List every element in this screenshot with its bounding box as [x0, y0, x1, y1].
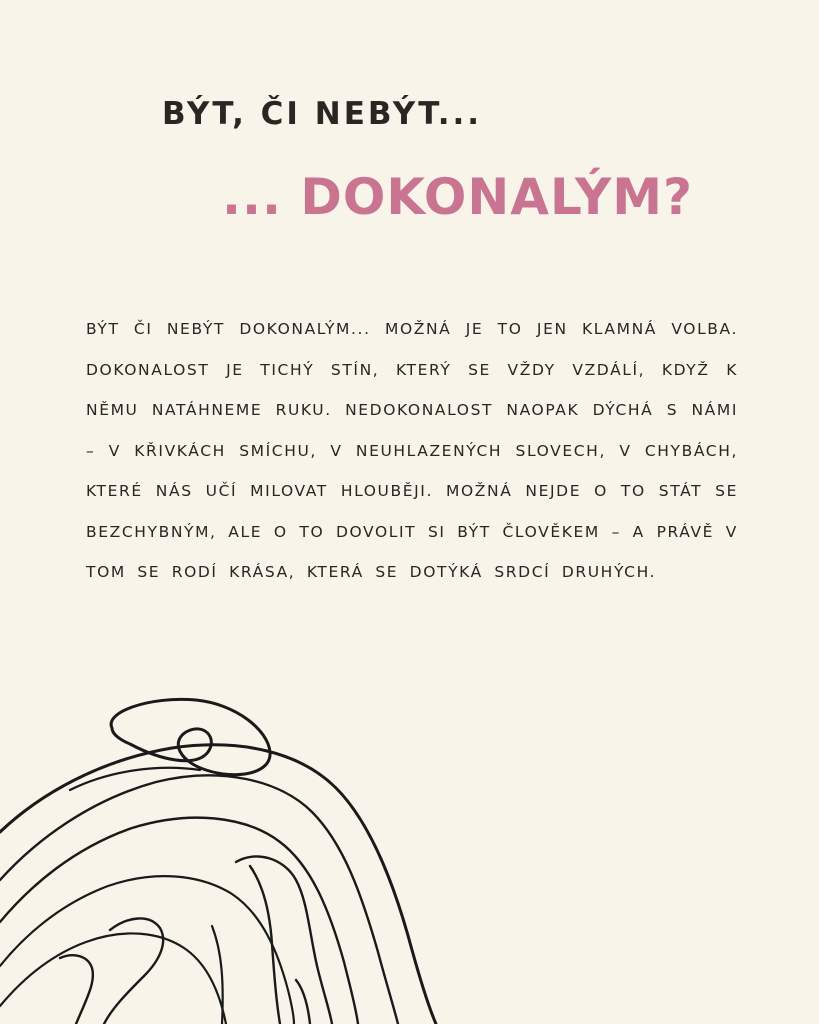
title-line-1: BÝT, ČI NEBÝT...: [162, 96, 483, 132]
body-paragraph: BÝT ČI NEBÝT DOKONALÝM... MOŽNÁ JE TO JEN KLAMNÁ VOLBA. DOKONALOST JE TICHÝ STÍN, KTERÝ SE VŽDY VZDÁLÍ, KDYŽ K NĚMU NATÁHNEME RUKU. NEDOKONALOST NAOPAK DÝCHÁ S NÁMI – V KŘIVKÁCH SMÍCHU, V NEUHLAZENÝCH SLOVECH, V CHYBÁCH, KTERÉ NÁS UČÍ MILOVAT HLOUBĚJI. MOŽNÁ NEJDE O TO STÁT SE BEZCHYBNÝM, ALE O TO DOVOLIT SI BÝT ČLOVĚKEM – A PRÁVĚ V TOM SE RODÍ KRÁSA, KTERÁ SE DOTÝKÁ SRDCÍ DRUHÝCH.: [86, 320, 738, 581]
title-line-2: ... DOKONALÝM?: [222, 168, 693, 226]
line-art-face-icon: [0, 690, 460, 1024]
